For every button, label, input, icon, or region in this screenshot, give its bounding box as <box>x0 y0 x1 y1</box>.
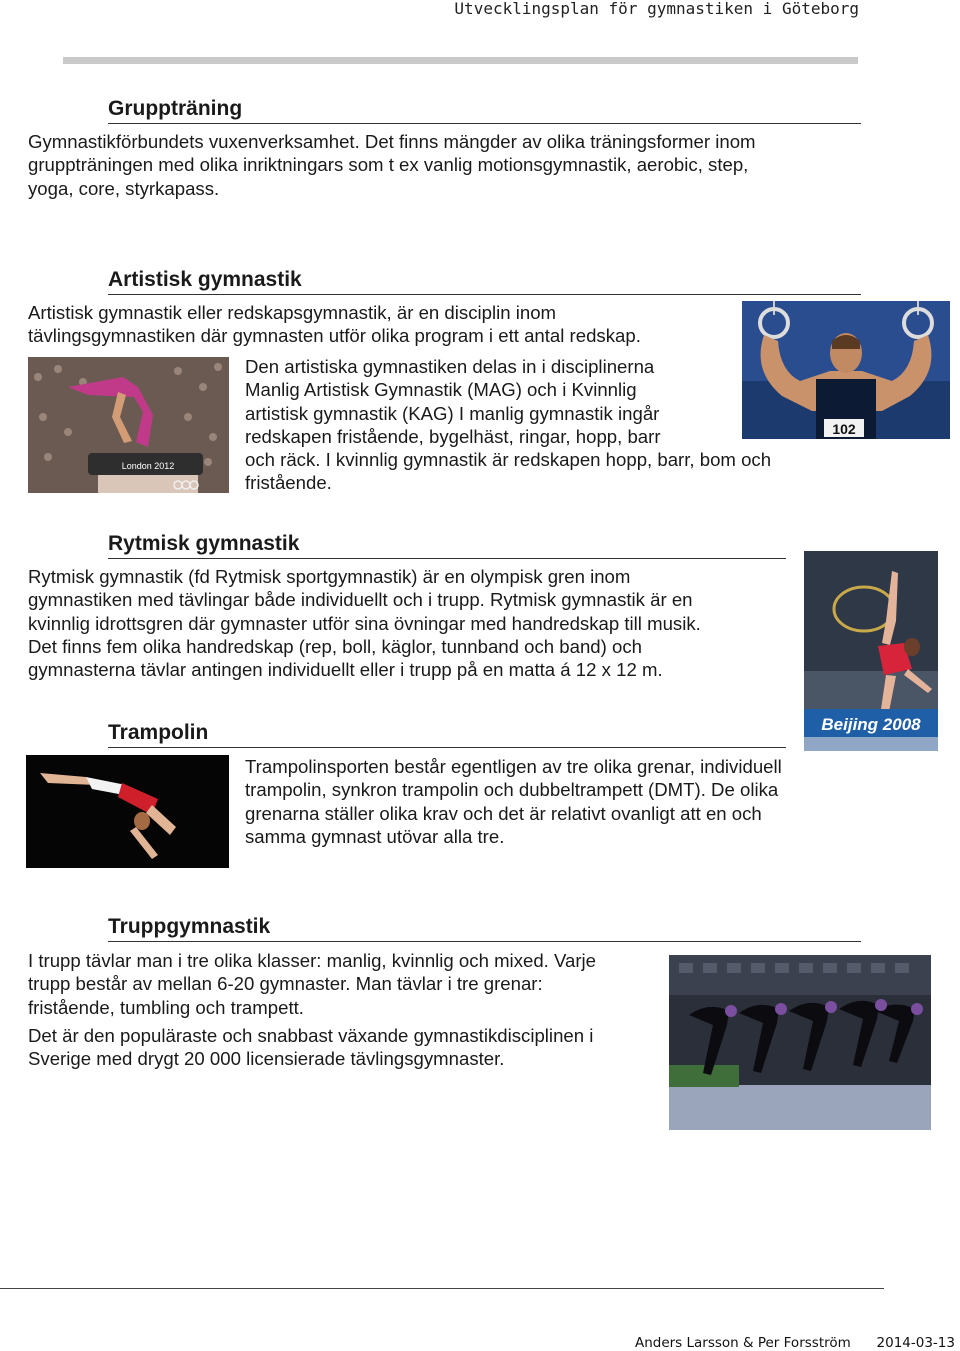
heading-grupptraning: Gruppträning <box>108 97 861 124</box>
paragraph-trupp-1 <box>28 949 596 1019</box>
photo-rings-gymnast <box>742 301 950 439</box>
text-line: Rytmisk gymnastik (fd Rytmisk sportgymnastik) är en olympisk gren inom <box>28 566 631 587</box>
text-line: artistisk gymnastik (KAG) I manlig gymnastik ingår <box>245 402 660 424</box>
text-line: Sverige med drygt 20 000 licensierade tävlingsgymnaster. <box>28 1048 505 1070</box>
paragraph-rytmisk <box>28 565 701 681</box>
paragraph-artistisk-intro <box>28 301 641 348</box>
text-line: redskapen fristående, bygelhäst, ringar, hopp, barr <box>245 425 661 447</box>
heading-artistisk: Artistisk gymnastik <box>108 268 861 295</box>
header-rule <box>63 57 858 64</box>
paragraph-grupptraning <box>28 130 756 200</box>
footer-authors: Anders Larsson & Per Forsström <box>634 1335 851 1351</box>
text-line: trampolin, synkron trampolin och dubbeltrampett (DMT). De olika <box>245 779 779 801</box>
text-line: yoga, core, styrkapass. <box>28 177 220 199</box>
paragraph-trupp-2 <box>28 1024 593 1071</box>
text-line: Den artistiska gymnastiken delas in i disciplinerna <box>245 356 655 377</box>
svg-text:102: 102 <box>832 421 856 437</box>
text-line: tävlingsgymnastiken där gymnasten utför olika program i ett antal redskap. <box>28 325 641 347</box>
text-line: fristående. <box>245 472 332 494</box>
text-line: Det är den populäraste och snabbast växande gymnastikdisciplinen i <box>28 1025 594 1046</box>
text-line: kvinnlig idrottsgren där gymnaster utför sina övningar med handredskap till musik. <box>28 612 701 634</box>
footer-rule <box>0 1288 884 1289</box>
text-line: gymnastiken med tävlingar både individuellt och i trupp. Rytmisk gymnastik är en <box>28 589 693 611</box>
heading-trampolin: Trampolin <box>108 721 786 748</box>
text-line: grenarna ställer olika krav och det är relativt ovanligt att en och <box>245 802 762 824</box>
text-line: Artistisk gymnastik eller redskapsgymnastik, är en disciplin inom <box>28 302 557 323</box>
text-line: Det finns fem olika handredskap (rep, boll, käglor, tunnband och band) och <box>28 635 642 657</box>
text-line: Manlig Artistisk Gymnastik (MAG) och i Kvinnlig <box>245 379 637 401</box>
photo-rhythmic-gymnast <box>804 551 938 751</box>
photo-vault-gymnast <box>28 357 229 493</box>
text-line: trupp består av mellan 6-20 gymnaster. Man tävlar i tre grenar: <box>28 973 543 995</box>
text-line: gymnasterna tävlar antingen individuellt eller i trupp på en matta á 12 x 12 m. <box>28 659 663 681</box>
heading-truppgymnastik: Truppgymnastik <box>108 915 861 942</box>
photo-team-gymnastics <box>669 955 931 1130</box>
svg-text:London 2012: London 2012 <box>121 461 175 471</box>
text-line: Trampolinsporten består egentligen av tre olika grenar, individuell <box>245 756 782 777</box>
footer <box>635 1335 955 1351</box>
heading-rytmisk: Rytmisk gymnastik <box>108 532 786 559</box>
page-header-title: Utvecklingsplan för gymnastiken i Göteborg <box>454 0 859 18</box>
svg-text:Beijing 2008: Beijing 2008 <box>821 715 921 734</box>
text-line: I trupp tävlar man i tre olika klasser: manlig, kvinnlig och mixed. Varje <box>28 950 597 971</box>
text-line: samma gymnast utövar alla tre. <box>245 825 505 847</box>
photo-trampoline-gymnast <box>26 755 229 868</box>
footer-date: 2014-03-13 <box>876 1335 955 1351</box>
text-line: och räck. I kvinnlig gymnastik är redskapen hopp, barr, bom och <box>245 449 772 471</box>
text-line: fristående, tumbling och trampett. <box>28 996 304 1018</box>
paragraph-artistisk-body <box>245 355 771 495</box>
text-line: gruppträningen med olika inriktningars som t ex vanlig motionsgymnastik, aerobic, step, <box>28 154 749 176</box>
text-line: Gymnastikförbundets vuxenverksamhet. Det finns mängder av olika träningsformer inom <box>28 131 756 152</box>
paragraph-trampolin <box>245 755 782 848</box>
